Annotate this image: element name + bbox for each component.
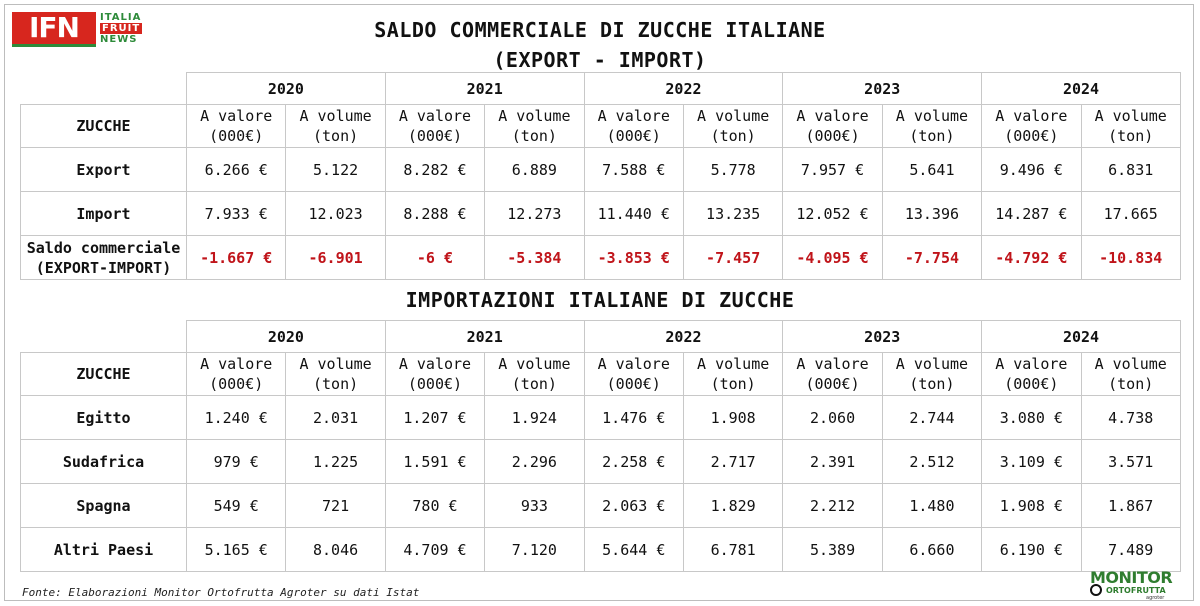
table-cell: 4.709 € <box>385 528 484 572</box>
column-header-row <box>21 105 1181 148</box>
value-header-cell <box>584 105 683 148</box>
volume-header-line-1: A volume <box>697 355 770 373</box>
table-cell: 6.660 <box>882 528 981 572</box>
value-header-line-2: (000€) <box>805 375 860 393</box>
table-cell: 5.389 <box>783 528 882 572</box>
row-label-cell <box>21 148 187 192</box>
value-header-line-1: A valore <box>995 107 1068 125</box>
table-row <box>21 484 1181 528</box>
table-row <box>21 528 1181 572</box>
table-cell: 12.273 <box>485 192 584 236</box>
value-header-line-2: (000€) <box>805 127 860 145</box>
table-cell: 6.831 <box>1081 148 1180 192</box>
value-header-cell <box>385 353 484 396</box>
volume-header-line-1: A volume <box>1094 107 1167 125</box>
table-cell: 2.258 € <box>584 440 683 484</box>
table-cell: 17.665 <box>1081 192 1180 236</box>
source-note: Fonte: Elaborazioni Monitor Ortofrutta Agroter su dati Istat <box>22 586 420 599</box>
table-cell: 2.717 <box>683 440 782 484</box>
row-label-line-2: (EXPORT-IMPORT) <box>35 258 172 277</box>
table-cell: 5.641 <box>882 148 981 192</box>
value-header-line-2: (000€) <box>209 375 264 393</box>
table-cell: 549 € <box>187 484 286 528</box>
volume-header-line-2: (ton) <box>909 127 955 145</box>
table-cell: 3.080 € <box>982 396 1081 440</box>
year-header-cell: 2023 <box>783 73 982 105</box>
value-header-line-2: (000€) <box>209 127 264 145</box>
table-cell: -6.901 <box>286 236 385 280</box>
logo-mark: IFN <box>12 12 96 47</box>
table-cell: 2.512 <box>882 440 981 484</box>
row-label-line-1: Spagna <box>76 496 131 515</box>
title-balance: SALDO COMMERCIALE DI ZUCCHE ITALIANE <box>374 18 826 42</box>
table-row <box>21 148 1181 192</box>
row-label-line-1: Saldo commerciale <box>26 238 181 257</box>
table-row <box>21 396 1181 440</box>
table-cell: 1.240 € <box>187 396 286 440</box>
year-header-cell: 2020 <box>187 321 386 353</box>
table-cell: -7.457 <box>683 236 782 280</box>
volume-header-line-2: (ton) <box>710 375 756 393</box>
row-label-line-1: Export <box>76 160 131 179</box>
table-cell: 9.496 € <box>982 148 1081 192</box>
logo-line-3: NEWS <box>100 34 138 45</box>
volume-header-cell <box>1081 353 1180 396</box>
table-cell: -10.834 <box>1081 236 1180 280</box>
table-cell: 7.120 <box>485 528 584 572</box>
row-label-line-1: Sudafrica <box>62 452 145 471</box>
volume-header-line-1: A volume <box>895 107 969 125</box>
table-cell: 13.396 <box>882 192 981 236</box>
table-cell: 2.296 <box>485 440 584 484</box>
volume-header-cell <box>882 353 981 396</box>
year-header-cell: 2023 <box>783 321 982 353</box>
volume-header-cell <box>683 353 782 396</box>
value-header-line-2: (000€) <box>1004 375 1059 393</box>
table-cell: 1.480 <box>882 484 981 528</box>
row-label-line-1: Egitto <box>76 408 131 427</box>
table-cell: 979 € <box>187 440 286 484</box>
table-cell: 4.738 <box>1081 396 1180 440</box>
year-header-row <box>21 73 1181 105</box>
volume-header-cell <box>485 353 584 396</box>
volume-header-cell <box>286 105 385 148</box>
table-cell: 8.288 € <box>385 192 484 236</box>
volume-header-line-1: A volume <box>697 107 770 125</box>
row-label-cell <box>21 440 187 484</box>
table-cell: 1.829 <box>683 484 782 528</box>
volume-header-cell <box>882 105 981 148</box>
table-cell: -5.384 <box>485 236 584 280</box>
table-cell: 7.489 <box>1081 528 1180 572</box>
year-header-cell: 2021 <box>385 321 584 353</box>
value-header-line-1: A valore <box>796 107 869 125</box>
volume-header-line-2: (ton) <box>511 127 557 145</box>
value-header-cell <box>187 353 286 396</box>
table-cell: -4.095 € <box>783 236 882 280</box>
monitor-ortofrutta-logo <box>1090 570 1190 600</box>
table-cell: 2.060 <box>783 396 882 440</box>
value-header-line-1: A valore <box>597 355 670 373</box>
empty-corner-cell <box>21 73 187 105</box>
volume-header-line-1: A volume <box>498 355 571 373</box>
value-header-line-1: A valore <box>200 107 273 125</box>
table-cell: 3.109 € <box>982 440 1081 484</box>
column-header-row <box>21 353 1181 396</box>
value-header-line-2: (000€) <box>407 127 463 145</box>
logo-line-2: FRUIT <box>102 23 141 34</box>
volume-header-line-2: (ton) <box>1108 375 1154 393</box>
volume-header-line-2: (ton) <box>511 375 557 393</box>
value-header-line-1: A valore <box>200 355 273 373</box>
empty-corner-cell <box>21 321 187 353</box>
zucche-header-cell: ZUCCHE <box>21 353 187 396</box>
volume-header-line-2: (ton) <box>313 127 359 145</box>
value-header-cell <box>385 105 484 148</box>
table-cell: 1.225 <box>286 440 385 484</box>
row-label-line-1: Import <box>76 204 131 223</box>
logo-line-1: ITALIA <box>100 12 142 23</box>
value-header-cell <box>187 105 286 148</box>
table-cell: 2.212 <box>783 484 882 528</box>
table-cell: -7.754 <box>882 236 981 280</box>
value-header-cell <box>783 105 882 148</box>
table-cell: 780 € <box>385 484 484 528</box>
volume-header-line-2: (ton) <box>909 375 955 393</box>
table-cell: 2.031 <box>286 396 385 440</box>
table-cell: 5.644 € <box>584 528 683 572</box>
value-header-line-2: (000€) <box>606 127 661 145</box>
volume-header-line-2: (ton) <box>710 127 756 145</box>
year-header-cell: 2024 <box>982 321 1181 353</box>
volume-header-line-1: A volume <box>299 107 372 125</box>
year-header-cell: 2022 <box>584 73 783 105</box>
year-header-row <box>21 321 1181 353</box>
volume-header-line-2: (ton) <box>1108 127 1154 145</box>
value-header-line-2: (000€) <box>407 375 463 393</box>
table-cell: -4.792 € <box>982 236 1081 280</box>
row-label-cell <box>21 396 187 440</box>
table-cell: 1.908 € <box>982 484 1081 528</box>
table-cell: 1.924 <box>485 396 584 440</box>
value-header-line-2: (000€) <box>1004 127 1059 145</box>
row-label-cell <box>21 484 187 528</box>
table-row <box>21 440 1181 484</box>
volume-header-cell <box>286 353 385 396</box>
table-row <box>21 236 1181 280</box>
table-cell: 14.287 € <box>982 192 1081 236</box>
value-header-line-1: A valore <box>398 355 472 373</box>
table-cell: 6.190 € <box>982 528 1081 572</box>
table-cell: 12.052 € <box>783 192 882 236</box>
table-cell: 13.235 <box>683 192 782 236</box>
year-header-cell: 2021 <box>385 73 584 105</box>
table-cell: -1.667 € <box>187 236 286 280</box>
row-label-line-1: Altri Paesi <box>53 540 154 559</box>
table-cell: 6.266 € <box>187 148 286 192</box>
table-cell: 7.933 € <box>187 192 286 236</box>
value-header-cell <box>584 353 683 396</box>
table-cell: 2.391 <box>783 440 882 484</box>
table-cell: 1.207 € <box>385 396 484 440</box>
magnifier-icon <box>1090 584 1102 596</box>
table-cell: 1.476 € <box>584 396 683 440</box>
subtitle-balance: (EXPORT - IMPORT) <box>493 48 707 72</box>
zucche-header-cell: ZUCCHE <box>21 105 187 148</box>
table-cell: 11.440 € <box>584 192 683 236</box>
value-header-line-1: A valore <box>398 107 472 125</box>
value-header-line-1: A valore <box>796 355 869 373</box>
value-header-line-1: A valore <box>597 107 670 125</box>
table-cell: 5.778 <box>683 148 782 192</box>
volume-header-cell <box>1081 105 1180 148</box>
table-cell: 6.781 <box>683 528 782 572</box>
year-header-cell: 2024 <box>982 73 1181 105</box>
table-cell: 2.063 € <box>584 484 683 528</box>
year-header-cell: 2022 <box>584 321 783 353</box>
volume-header-cell <box>485 105 584 148</box>
row-label-cell <box>21 236 187 280</box>
table-cell: 1.908 <box>683 396 782 440</box>
volume-header-line-2: (ton) <box>313 375 359 393</box>
table-cell: -3.853 € <box>584 236 683 280</box>
value-header-cell <box>982 353 1081 396</box>
monitor-logo-line-2: ORTOFRUTTA <box>1106 586 1166 595</box>
imports-table <box>20 320 1181 572</box>
table-cell: 5.122 <box>286 148 385 192</box>
table-cell: 7.957 € <box>783 148 882 192</box>
table-cell: 2.744 <box>882 396 981 440</box>
balance-table <box>20 72 1181 280</box>
monitor-logo-line-1: MONITOR <box>1090 568 1173 587</box>
table-cell: 1.591 € <box>385 440 484 484</box>
monitor-logo-line-3: agroter <box>1146 595 1165 601</box>
volume-header-line-1: A volume <box>1094 355 1167 373</box>
row-label-cell <box>21 192 187 236</box>
table-cell: 3.571 <box>1081 440 1180 484</box>
volume-header-line-1: A volume <box>498 107 571 125</box>
table-cell: -6 € <box>385 236 484 280</box>
table-cell: 8.282 € <box>385 148 484 192</box>
table-cell: 1.867 <box>1081 484 1180 528</box>
row-label-cell <box>21 528 187 572</box>
volume-header-cell <box>683 105 782 148</box>
table-cell: 933 <box>485 484 584 528</box>
title-imports: IMPORTAZIONI ITALIANE DI ZUCCHE <box>405 288 795 312</box>
table-row <box>21 192 1181 236</box>
table-cell: 12.023 <box>286 192 385 236</box>
volume-header-line-1: A volume <box>895 355 969 373</box>
table-cell: 6.889 <box>485 148 584 192</box>
year-header-cell: 2020 <box>187 73 386 105</box>
table-cell: 7.588 € <box>584 148 683 192</box>
table-cell: 5.165 € <box>187 528 286 572</box>
value-header-cell <box>982 105 1081 148</box>
value-header-cell <box>783 353 882 396</box>
volume-header-line-1: A volume <box>299 355 372 373</box>
value-header-line-2: (000€) <box>606 375 661 393</box>
value-header-line-1: A valore <box>995 355 1068 373</box>
table-cell: 721 <box>286 484 385 528</box>
table-cell: 8.046 <box>286 528 385 572</box>
